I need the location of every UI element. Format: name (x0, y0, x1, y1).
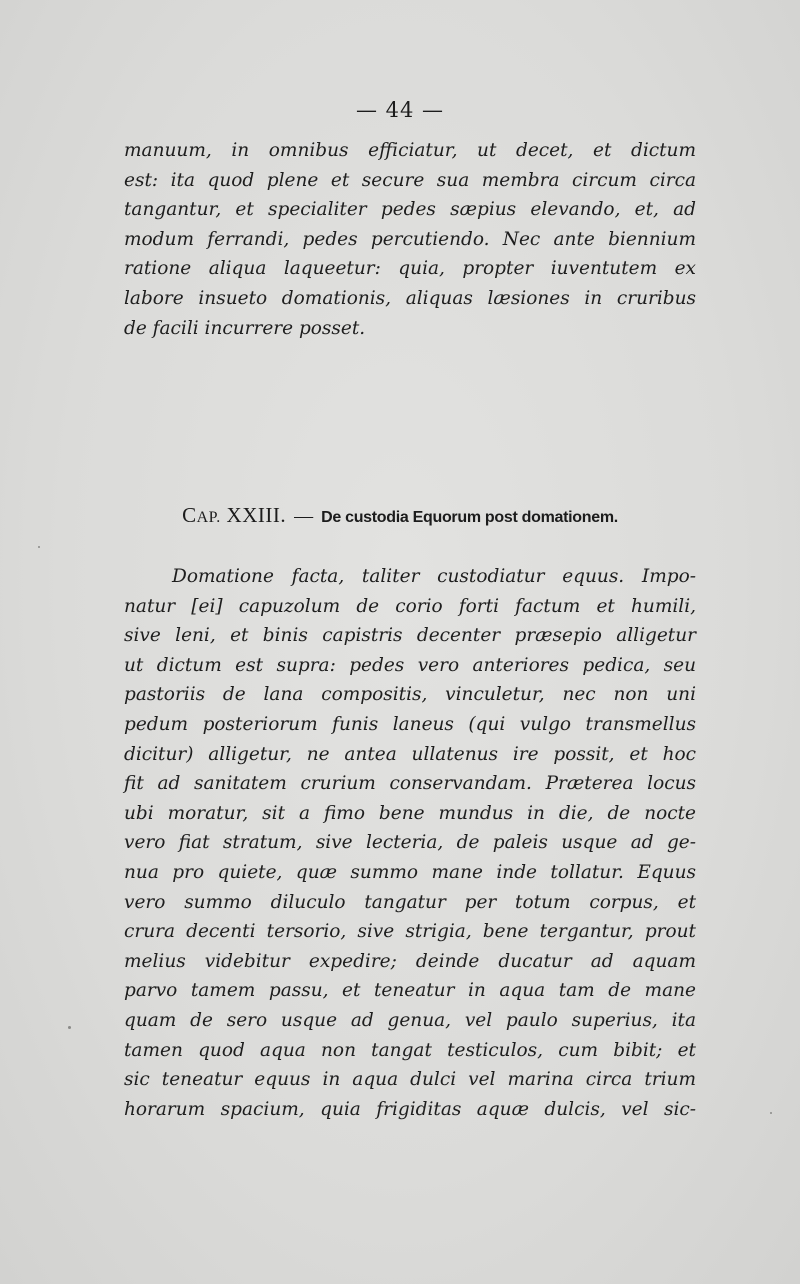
text-line: melius videbitur expedire; deinde ducatur ad aquam (124, 950, 696, 972)
paper-speck (38, 546, 40, 548)
text-line: sive leni, et binis capistris decenter præsepio alligetur (124, 625, 696, 647)
text-line: tamen quod aqua non tangat testiculos, cum bibit; et (124, 1039, 696, 1061)
chapter-title: De custodia Equorum post domationem. (321, 509, 618, 526)
paper-speck (68, 1026, 71, 1029)
text-line: fit ad sanitatem crurium conservandam. Præterea locus (124, 773, 696, 795)
text-line: crura decenti tersorio, sive strigia, bene tergantur, prout (124, 921, 696, 943)
text-line: Domatione facta, taliter custodiatur equus. Impo- (172, 566, 696, 587)
text-line: pedum posteriorum funis laneus (qui vulgo transmellus (124, 713, 696, 735)
chapter-heading (0, 503, 800, 528)
text-line: horarum spacium, quia frigiditas aquæ dulcis, vel sic- (124, 1098, 696, 1120)
text-line: labore insueto domationis, aliquas læsiones in cruribus (124, 287, 696, 309)
text-line: pastoriis de lana compositis, vinculetur, nec non uni (124, 684, 696, 706)
text-line: ratione aliqua laqueetur: quia, propter iuventutem ex (124, 258, 696, 280)
chapter-number: XXIII. (226, 503, 287, 527)
text-line: de facili incurrere posset. (124, 317, 366, 339)
text-line: modum ferrandi, pedes percutiendo. Nec ante biennium (124, 228, 696, 250)
text-line: ut dictum est supra: pedes vero anteriores pedica, seu (124, 654, 696, 676)
text-line: natur [ei] capuzolum de corio forti factum et humili, (124, 595, 696, 617)
text-line: vero summo diluculo tangatur per totum corpus, et (124, 891, 696, 913)
text-line: quam de sero usque ad genua, vel paulo superius, ita (124, 1009, 696, 1031)
chapter-prefix: C (182, 503, 197, 527)
text-line: parvo tamem passu, et teneatur in aqua tam de mane (124, 980, 696, 1002)
chapter-prefix-smallcaps: AP. (196, 509, 221, 526)
text-line: tangantur, et specialiter pedes sæpius elevando, et, ad (124, 199, 696, 221)
paper-speck (770, 1112, 772, 1114)
chapter-label (182, 503, 286, 527)
text-line: vero fiat stratum, sive lecteria, de paleis usque ad ge- (124, 832, 696, 854)
text-line: est: ita quod plene et secure sua membra circum circa (124, 169, 696, 191)
text-line: manuum, in omnibus efficiatur, ut decet, et dictum (124, 140, 696, 161)
text-line: ubi moratur, sit a fimo bene mundus in die, de nocte (124, 802, 696, 824)
text-line: sic teneatur equus in aqua dulci vel marina circa trium (124, 1069, 696, 1091)
page-number: — 44 — (355, 98, 445, 122)
text-line: dicitur) alligetur, ne antea ullatenus ire possit, et hoc (124, 743, 696, 765)
text-line: nua pro quiete, quæ summo mane inde tollatur. Equus (124, 861, 696, 883)
paragraph-2 (124, 562, 696, 1124)
heading-dash: — (294, 506, 314, 527)
paragraph-1 (124, 136, 696, 343)
